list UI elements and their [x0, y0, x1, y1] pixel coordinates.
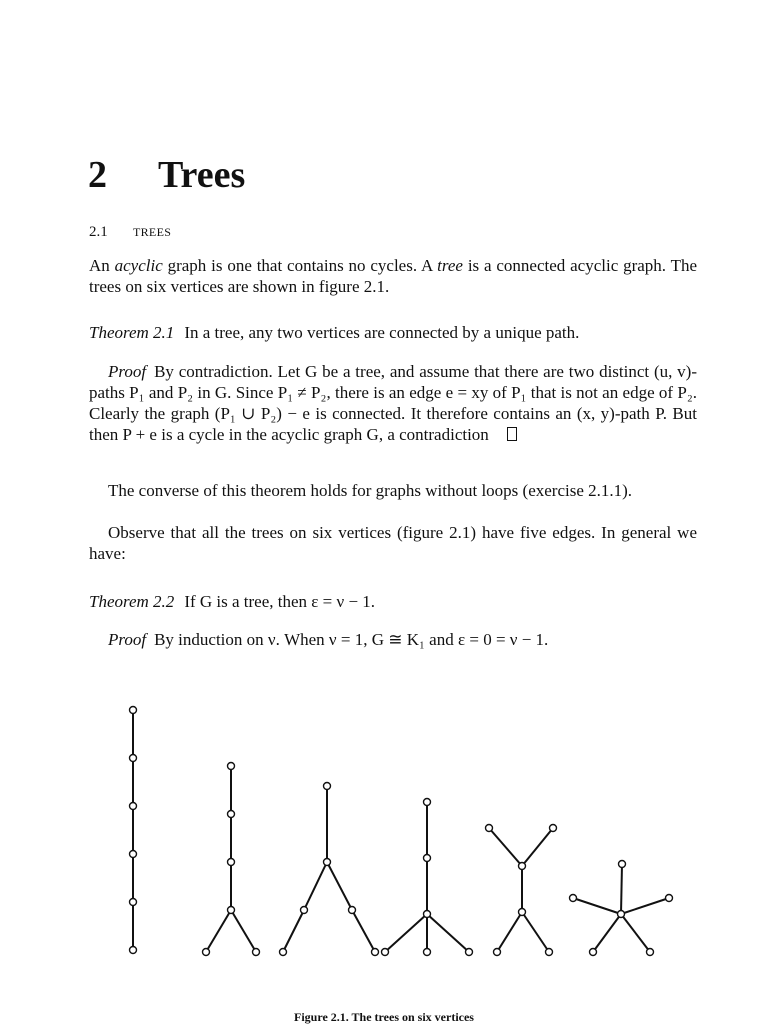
- term-acyclic: acyclic: [114, 256, 163, 275]
- converse-paragraph: The converse of this theorem holds for graphs without loops (exercise 2.1.1).: [108, 481, 633, 500]
- trees-figure: [0, 690, 768, 990]
- theorem-2-2-label: Theorem 2.2: [89, 592, 175, 611]
- figure-caption: Figure 2.1. The trees on six vertices: [294, 1010, 474, 1024]
- chapter-title: [88, 156, 245, 194]
- chapter-name: Trees: [158, 154, 246, 196]
- intro-text-2: graph is one that contains no cycles. A: [162, 256, 438, 275]
- theorem-2-1-statement: In a tree, any two vertices are connected by a unique path.: [184, 323, 580, 342]
- proof-2-2-body: By induction on ν. When ν = 1, G ≅ K₁ and ε = 0 = ν − 1.: [154, 630, 549, 649]
- intro-paragraph: [89, 255, 697, 297]
- proof-2-1-body: By contradiction. Let G be a tree, and assume that there are two distinct (u, v)-paths P₁ and P₂ in G. Since P₁ ≠ P₂, there is an edge e = xy of P₁ that is not an edge of P₂. Clearly the graph (P₁ ∪ P₂) − e is connected. It therefore contains an (x, y)-path P. But then P + e is a cycle in the acyclic graph G, a contradiction: [89, 362, 697, 444]
- tree-long-fork: [203, 763, 260, 956]
- tree-double-fork: [486, 825, 557, 956]
- intro-text-1: An: [89, 256, 115, 275]
- tree-wide-fork: [280, 783, 379, 956]
- proof-2-1-label: Proof: [108, 362, 147, 381]
- section-heading: [89, 224, 171, 241]
- tree-star: [570, 861, 673, 956]
- proof-2-2-label: Proof: [108, 630, 147, 649]
- section-name: TREES: [133, 225, 172, 239]
- proof-2-2: [89, 629, 697, 650]
- theorem-2-1-label: Theorem 2.1: [89, 323, 175, 342]
- theorem-2-2-statement: If G is a tree, then ε = ν − 1.: [184, 592, 376, 611]
- tree-path-six: [130, 707, 137, 954]
- intro-text-3: is a connected acyclic graph. The trees on six vertices are shown in figure 2.1.: [89, 256, 698, 296]
- proof-2-1: [89, 361, 697, 445]
- section-number: 2.1: [89, 224, 108, 240]
- qed-symbol: [507, 427, 517, 441]
- observe-paragraph: Observe that all the trees on six vertices (figure 2.1) have five edges. In general we have:: [89, 523, 697, 563]
- chapter-number: 2: [88, 154, 107, 196]
- theorem-2-2: [89, 591, 697, 612]
- term-tree: tree: [437, 256, 463, 275]
- tree-trident: [382, 799, 473, 956]
- theorem-2-1: [89, 322, 697, 343]
